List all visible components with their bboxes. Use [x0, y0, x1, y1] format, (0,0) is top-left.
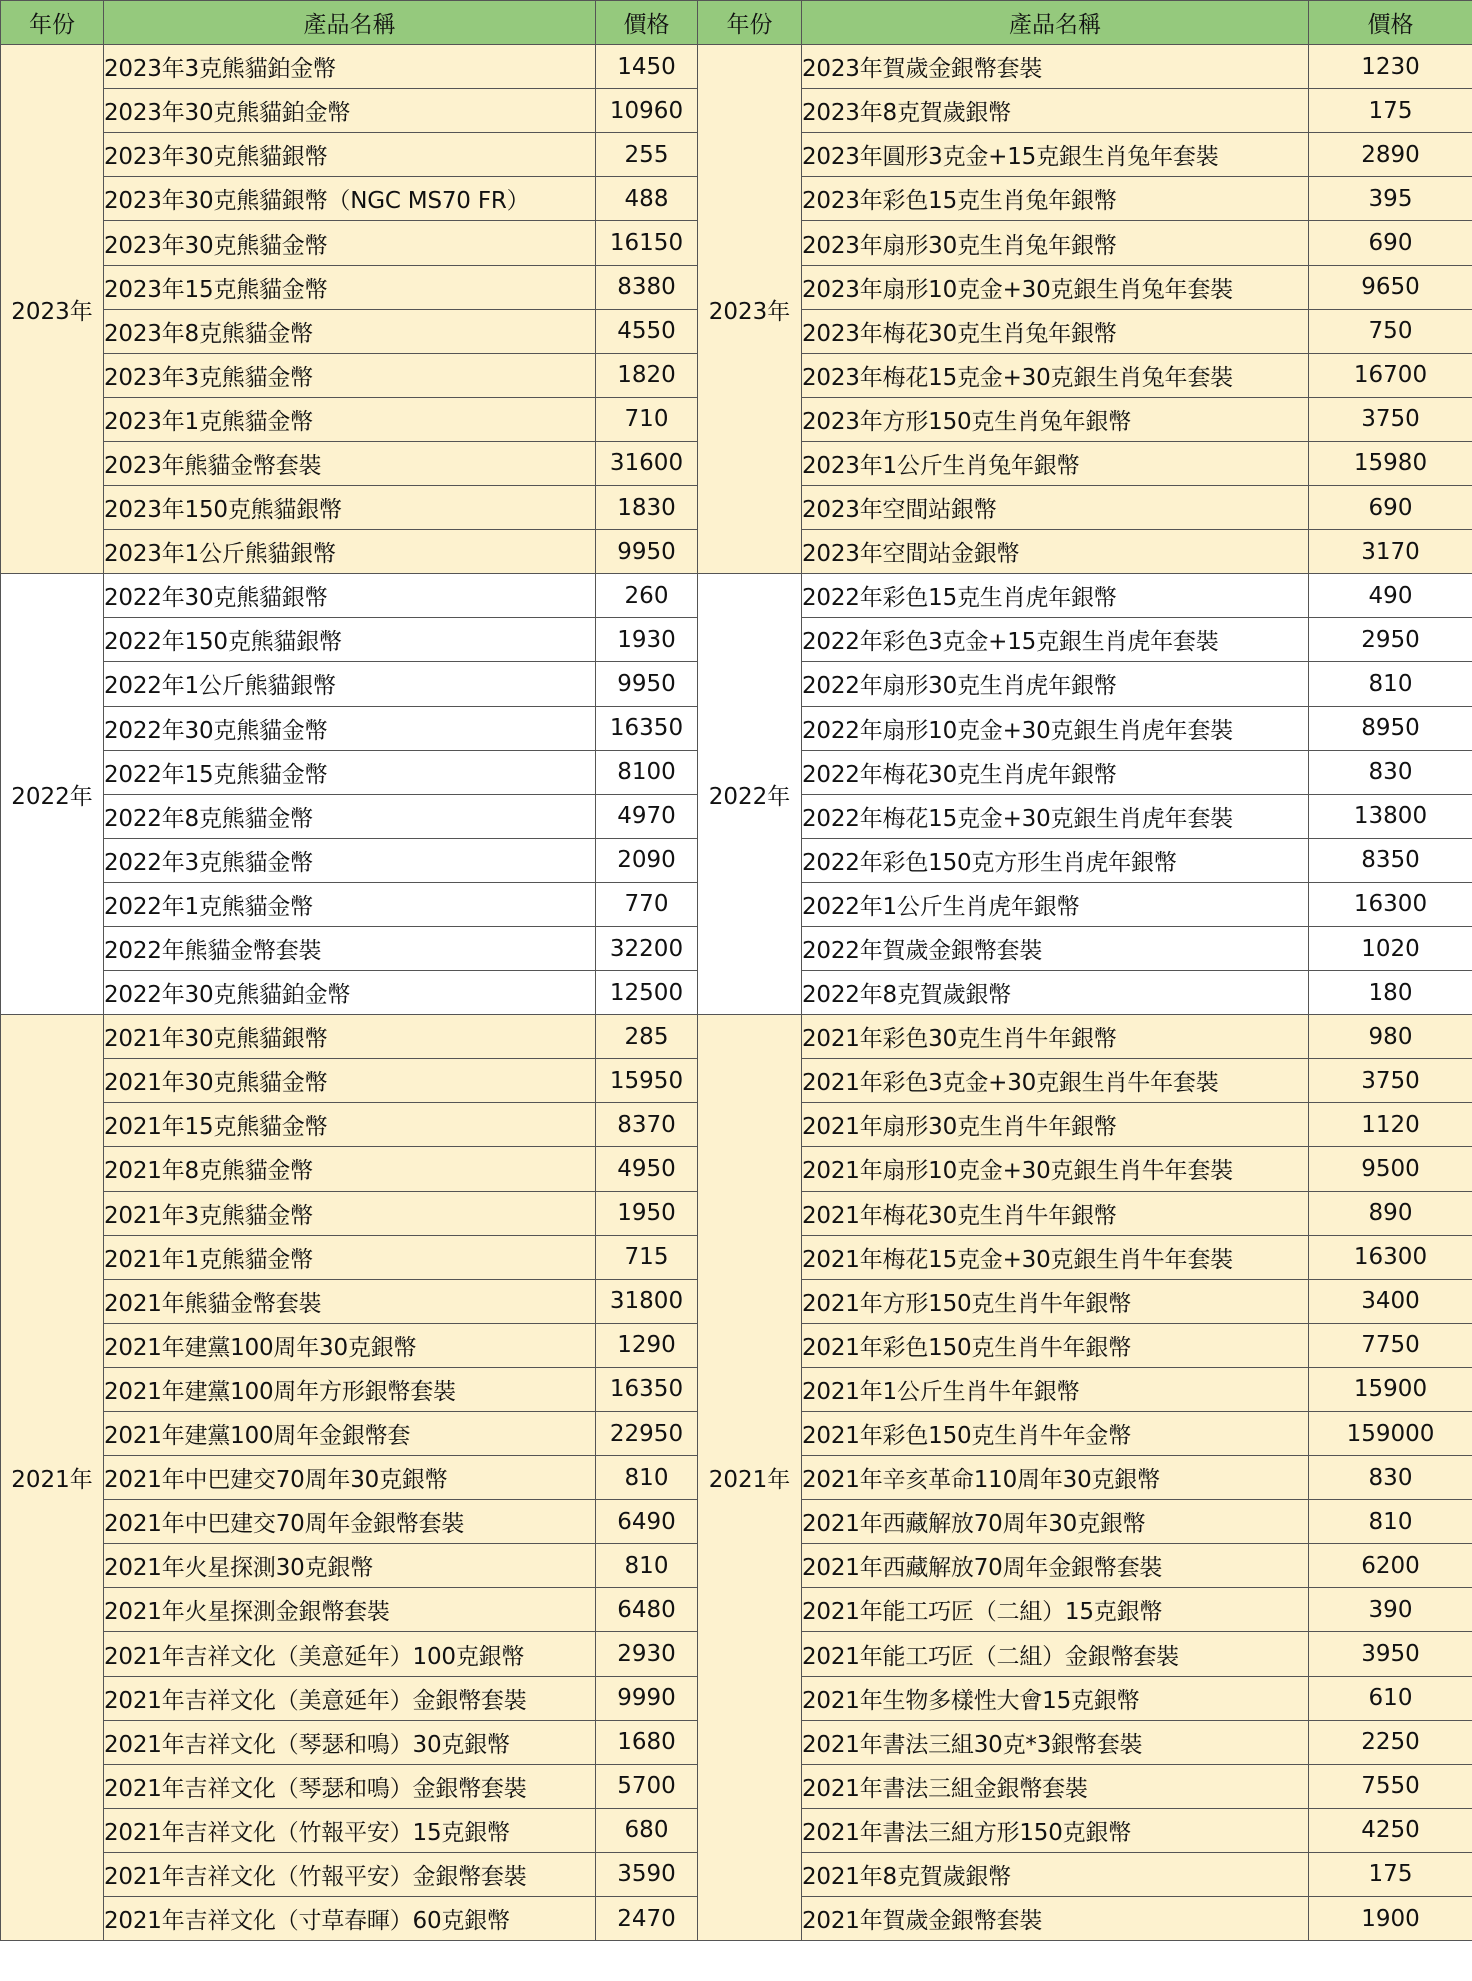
price-left: 1930 [596, 618, 698, 662]
price-right: 690 [1309, 221, 1472, 265]
product-name-left: 2021年30克熊貓金幣 [104, 1059, 596, 1103]
product-name-left: 2021年吉祥文化（琴瑟和鳴）30克銀幣 [104, 1720, 596, 1764]
year-cell-right: 2022年 [698, 574, 802, 1015]
product-name-right: 2021年賀歲金銀幣套裝 [802, 1897, 1309, 1941]
price-left: 1950 [596, 1191, 698, 1235]
price-right: 9650 [1309, 265, 1472, 309]
price-right: 9500 [1309, 1147, 1472, 1191]
price-right: 490 [1309, 574, 1472, 618]
product-name-right: 2023年方形150克生肖兔年銀幣 [802, 397, 1309, 441]
product-name-right: 2021年西藏解放70周年金銀幣套裝 [802, 1544, 1309, 1588]
price-right: 159000 [1309, 1412, 1472, 1456]
product-name-right: 2021年8克賀歲銀幣 [802, 1852, 1309, 1896]
price-left: 8370 [596, 1103, 698, 1147]
product-name-left: 2021年吉祥文化（美意延年）100克銀幣 [104, 1632, 596, 1676]
product-name-right: 2021年書法三組30克*3銀幣套裝 [802, 1720, 1309, 1764]
product-name-left: 2021年建黨100周年方形銀幣套裝 [104, 1367, 596, 1411]
product-name-right: 2022年梅花30克生肖虎年銀幣 [802, 750, 1309, 794]
table-row [1, 574, 1472, 618]
product-name-left: 2021年火星探測金銀幣套裝 [104, 1588, 596, 1632]
price-left: 1290 [596, 1323, 698, 1367]
table-row [1, 1015, 1472, 1059]
product-name-right: 2021年1公斤生肖牛年銀幣 [802, 1367, 1309, 1411]
product-name-right: 2023年扇形30克生肖兔年銀幣 [802, 221, 1309, 265]
price-left: 1830 [596, 486, 698, 530]
price-right: 1230 [1309, 45, 1472, 89]
product-name-left: 2021年火星探測30克銀幣 [104, 1544, 596, 1588]
price-left: 285 [596, 1015, 698, 1059]
price-right: 1120 [1309, 1103, 1472, 1147]
price-right: 3950 [1309, 1632, 1472, 1676]
price-right: 395 [1309, 177, 1472, 221]
product-name-left: 2022年8克熊貓金幣 [104, 794, 596, 838]
product-name-left: 2023年1克熊貓金幣 [104, 397, 596, 441]
product-name-right: 2021年彩色150克生肖牛年金幣 [802, 1412, 1309, 1456]
price-right: 16700 [1309, 353, 1472, 397]
year-cell-right: 2021年 [698, 1015, 802, 1941]
price-right: 16300 [1309, 1235, 1472, 1279]
price-left: 2930 [596, 1632, 698, 1676]
price-right: 175 [1309, 1852, 1472, 1896]
price-left: 4550 [596, 309, 698, 353]
price-right: 6200 [1309, 1544, 1472, 1588]
price-right: 810 [1309, 662, 1472, 706]
price-right: 980 [1309, 1015, 1472, 1059]
product-name-left: 2023年30克熊貓銀幣 [104, 133, 596, 177]
product-name-left: 2023年30克熊貓金幣 [104, 221, 596, 265]
price-left: 770 [596, 882, 698, 926]
price-left: 16350 [596, 1367, 698, 1411]
header-price-right: 價格 [1309, 1, 1472, 45]
product-name-left: 2022年30克熊貓金幣 [104, 706, 596, 750]
year-cell-left: 2021年 [1, 1015, 104, 1941]
product-name-right: 2022年1公斤生肖虎年銀幣 [802, 882, 1309, 926]
product-name-left: 2021年8克熊貓金幣 [104, 1147, 596, 1191]
price-left: 4950 [596, 1147, 698, 1191]
product-name-right: 2021年彩色3克金+30克銀生肖牛年套裝 [802, 1059, 1309, 1103]
price-left: 810 [596, 1544, 698, 1588]
table-body [1, 45, 1472, 1941]
product-name-right: 2021年彩色30克生肖牛年銀幣 [802, 1015, 1309, 1059]
header-year-left: 年份 [1, 1, 104, 45]
price-right: 3400 [1309, 1279, 1472, 1323]
product-name-left: 2021年吉祥文化（竹報平安）15克銀幣 [104, 1808, 596, 1852]
product-name-left: 2021年建黨100周年金銀幣套 [104, 1412, 596, 1456]
price-left: 710 [596, 397, 698, 441]
product-name-left: 2021年15克熊貓金幣 [104, 1103, 596, 1147]
price-right: 2950 [1309, 618, 1472, 662]
product-name-left: 2022年熊貓金幣套裝 [104, 926, 596, 970]
product-name-right: 2021年能工巧匠（二組）15克銀幣 [802, 1588, 1309, 1632]
product-name-right: 2021年書法三組方形150克銀幣 [802, 1808, 1309, 1852]
product-name-right: 2021年方形150克生肖牛年銀幣 [802, 1279, 1309, 1323]
product-name-right: 2022年賀歲金銀幣套裝 [802, 926, 1309, 970]
product-name-left: 2022年3克熊貓金幣 [104, 838, 596, 882]
product-name-left: 2022年30克熊貓鉑金幣 [104, 971, 596, 1015]
price-left: 31600 [596, 441, 698, 485]
product-name-right: 2021年扇形30克生肖牛年銀幣 [802, 1103, 1309, 1147]
price-left: 9950 [596, 662, 698, 706]
price-right: 830 [1309, 1456, 1472, 1500]
table-row [1, 45, 1472, 89]
price-right: 175 [1309, 89, 1472, 133]
product-name-left: 2021年熊貓金幣套裝 [104, 1279, 596, 1323]
product-name-left: 2023年30克熊貓鉑金幣 [104, 89, 596, 133]
price-right: 3170 [1309, 530, 1472, 574]
price-left: 9950 [596, 530, 698, 574]
price-left: 6480 [596, 1588, 698, 1632]
price-left: 2090 [596, 838, 698, 882]
product-name-left: 2021年吉祥文化（美意延年）金銀幣套裝 [104, 1676, 596, 1720]
price-left: 16350 [596, 706, 698, 750]
price-right: 1020 [1309, 926, 1472, 970]
product-name-right: 2023年空間站銀幣 [802, 486, 1309, 530]
price-left: 1680 [596, 1720, 698, 1764]
price-left: 8380 [596, 265, 698, 309]
year-cell-left: 2023年 [1, 45, 104, 574]
product-name-right: 2021年彩色150克生肖牛年銀幣 [802, 1323, 1309, 1367]
product-name-right: 2022年彩色150克方形生肖虎年銀幣 [802, 838, 1309, 882]
product-name-left: 2022年15克熊貓金幣 [104, 750, 596, 794]
price-right: 810 [1309, 1500, 1472, 1544]
product-name-left: 2023年3克熊貓金幣 [104, 353, 596, 397]
product-name-right: 2023年圓形3克金+15克銀生肖兔年套裝 [802, 133, 1309, 177]
price-left: 1450 [596, 45, 698, 89]
price-left: 16150 [596, 221, 698, 265]
product-name-left: 2022年30克熊貓銀幣 [104, 574, 596, 618]
price-right: 2890 [1309, 133, 1472, 177]
product-name-left: 2023年15克熊貓金幣 [104, 265, 596, 309]
price-left: 31800 [596, 1279, 698, 1323]
header-name-right: 產品名稱 [802, 1, 1309, 45]
product-name-right: 2022年彩色3克金+15克銀生肖虎年套裝 [802, 618, 1309, 662]
product-name-left: 2023年熊貓金幣套裝 [104, 441, 596, 485]
price-left: 9990 [596, 1676, 698, 1720]
product-name-left: 2022年1公斤熊貓銀幣 [104, 662, 596, 706]
product-name-right: 2021年梅花30克生肖牛年銀幣 [802, 1191, 1309, 1235]
product-name-right: 2022年8克賀歲銀幣 [802, 971, 1309, 1015]
price-right: 830 [1309, 750, 1472, 794]
price-right: 7550 [1309, 1764, 1472, 1808]
price-right: 390 [1309, 1588, 1472, 1632]
price-right: 8350 [1309, 838, 1472, 882]
product-name-left: 2023年150克熊貓銀幣 [104, 486, 596, 530]
price-left: 2470 [596, 1897, 698, 1941]
product-name-right: 2022年梅花15克金+30克銀生肖虎年套裝 [802, 794, 1309, 838]
header-year-right: 年份 [698, 1, 802, 45]
product-name-left: 2023年8克熊貓金幣 [104, 309, 596, 353]
product-name-left: 2023年30克熊貓銀幣（NGC MS70 FR） [104, 177, 596, 221]
price-right: 15980 [1309, 441, 1472, 485]
price-left: 1820 [596, 353, 698, 397]
product-name-left: 2023年1公斤熊貓銀幣 [104, 530, 596, 574]
product-name-right: 2022年扇形30克生肖虎年銀幣 [802, 662, 1309, 706]
product-name-right: 2023年梅花15克金+30克銀生肖兔年套裝 [802, 353, 1309, 397]
price-right: 15900 [1309, 1367, 1472, 1411]
product-name-right: 2022年彩色15克生肖虎年銀幣 [802, 574, 1309, 618]
price-left: 6490 [596, 1500, 698, 1544]
product-name-left: 2021年3克熊貓金幣 [104, 1191, 596, 1235]
price-right: 750 [1309, 309, 1472, 353]
product-name-right: 2022年扇形10克金+30克銀生肖虎年套裝 [802, 706, 1309, 750]
product-name-left: 2021年1克熊貓金幣 [104, 1235, 596, 1279]
price-right: 3750 [1309, 397, 1472, 441]
product-name-right: 2021年梅花15克金+30克銀生肖牛年套裝 [802, 1235, 1309, 1279]
product-name-right: 2021年生物多樣性大會15克銀幣 [802, 1676, 1309, 1720]
price-left: 680 [596, 1808, 698, 1852]
price-right: 13800 [1309, 794, 1472, 838]
price-right: 16300 [1309, 882, 1472, 926]
product-name-left: 2023年3克熊貓鉑金幣 [104, 45, 596, 89]
price-left: 15950 [596, 1059, 698, 1103]
product-name-right: 2023年彩色15克生肖兔年銀幣 [802, 177, 1309, 221]
product-name-right: 2023年1公斤生肖兔年銀幣 [802, 441, 1309, 485]
price-left: 22950 [596, 1412, 698, 1456]
product-name-right: 2021年西藏解放70周年30克銀幣 [802, 1500, 1309, 1544]
price-right: 2250 [1309, 1720, 1472, 1764]
price-right: 890 [1309, 1191, 1472, 1235]
price-left: 10960 [596, 89, 698, 133]
price-left: 810 [596, 1456, 698, 1500]
table-header [1, 1, 1472, 45]
product-name-left: 2022年150克熊貓銀幣 [104, 618, 596, 662]
price-right: 690 [1309, 486, 1472, 530]
header-name-left: 產品名稱 [104, 1, 596, 45]
price-right: 8950 [1309, 706, 1472, 750]
price-left: 715 [596, 1235, 698, 1279]
product-name-right: 2023年8克賀歲銀幣 [802, 89, 1309, 133]
product-name-left: 2021年吉祥文化（琴瑟和鳴）金銀幣套裝 [104, 1764, 596, 1808]
header-row [1, 1, 1472, 45]
product-name-left: 2021年吉祥文化（寸草春暉）60克銀幣 [104, 1897, 596, 1941]
price-left: 8100 [596, 750, 698, 794]
price-right: 1900 [1309, 1897, 1472, 1941]
price-left: 260 [596, 574, 698, 618]
price-right: 7750 [1309, 1323, 1472, 1367]
price-right: 610 [1309, 1676, 1472, 1720]
product-name-left: 2021年中巴建交70周年30克銀幣 [104, 1456, 596, 1500]
price-left: 488 [596, 177, 698, 221]
price-right: 4250 [1309, 1808, 1472, 1852]
product-name-left: 2022年1克熊貓金幣 [104, 882, 596, 926]
price-left: 4970 [596, 794, 698, 838]
product-name-right: 2023年空間站金銀幣 [802, 530, 1309, 574]
product-name-left: 2021年吉祥文化（竹報平安）金銀幣套裝 [104, 1852, 596, 1896]
product-name-right: 2023年扇形10克金+30克銀生肖兔年套裝 [802, 265, 1309, 309]
product-name-right: 2021年扇形10克金+30克銀生肖牛年套裝 [802, 1147, 1309, 1191]
product-name-right: 2021年辛亥革命110周年30克銀幣 [802, 1456, 1309, 1500]
price-right: 180 [1309, 971, 1472, 1015]
price-left: 12500 [596, 971, 698, 1015]
price-left: 32200 [596, 926, 698, 970]
product-name-left: 2021年建黨100周年30克銀幣 [104, 1323, 596, 1367]
year-cell-right: 2023年 [698, 45, 802, 574]
price-left: 5700 [596, 1764, 698, 1808]
product-name-right: 2023年賀歲金銀幣套裝 [802, 45, 1309, 89]
header-price-left: 價格 [596, 1, 698, 45]
product-name-right: 2021年能工巧匠（二組）金銀幣套裝 [802, 1632, 1309, 1676]
product-name-right: 2023年梅花30克生肖兔年銀幣 [802, 309, 1309, 353]
price-left: 3590 [596, 1852, 698, 1896]
price-right: 3750 [1309, 1059, 1472, 1103]
year-cell-left: 2022年 [1, 574, 104, 1015]
price-left: 255 [596, 133, 698, 177]
product-name-right: 2021年書法三組金銀幣套裝 [802, 1764, 1309, 1808]
product-name-left: 2021年中巴建交70周年金銀幣套裝 [104, 1500, 596, 1544]
product-name-left: 2021年30克熊貓銀幣 [104, 1015, 596, 1059]
